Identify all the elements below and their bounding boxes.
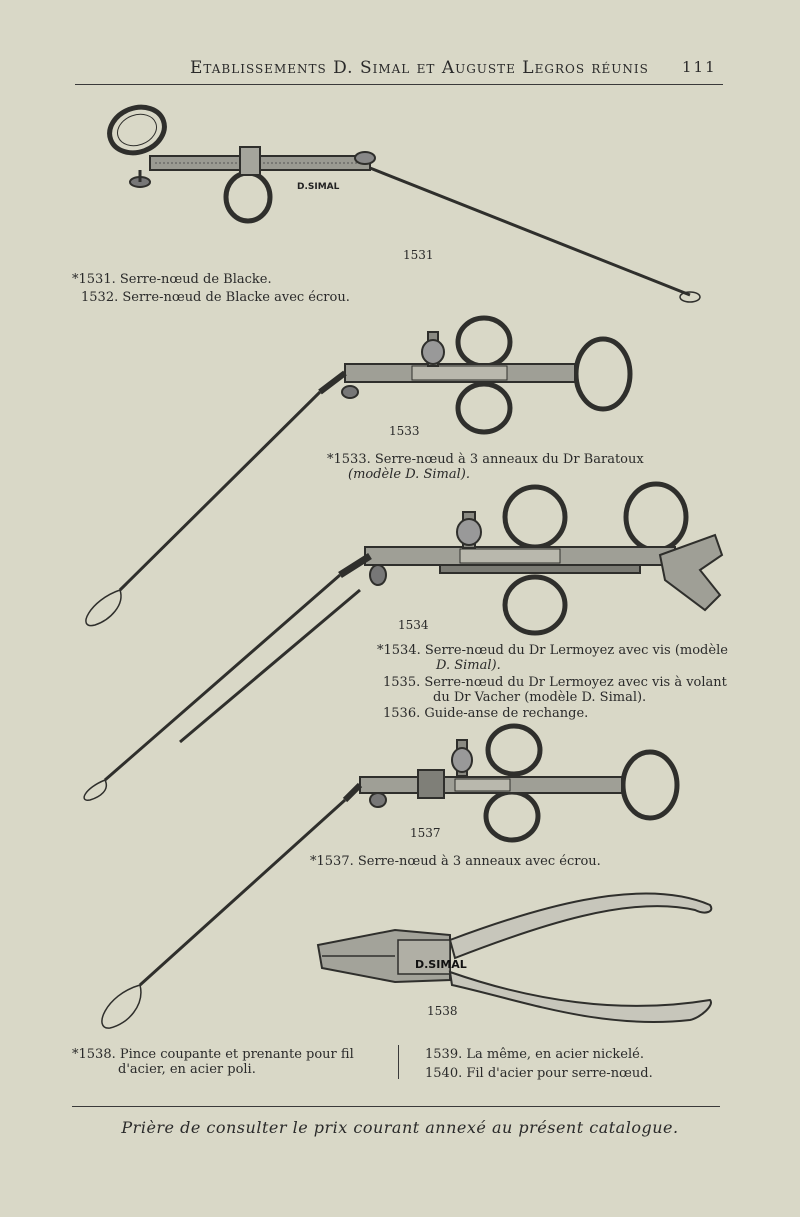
footer-rule bbox=[72, 1106, 720, 1107]
brand-stamp-1531: D.SIMAL bbox=[297, 182, 340, 192]
header-title: Etablissements D. Simal et Auguste Legros réunis bbox=[190, 58, 649, 78]
caption-1540: 1540. Fil d'acier pour serre-nœud. bbox=[425, 1066, 653, 1081]
caption-1532: 1532. Serre-nœud de Blacke avec écrou. bbox=[81, 290, 350, 305]
pliers-1538-illustration bbox=[318, 894, 711, 1022]
figure-label-1533: 1533 bbox=[389, 424, 420, 438]
caption-1536: 1536. Guide-anse de rechange. bbox=[383, 706, 589, 721]
caption-divider bbox=[398, 1045, 399, 1079]
caption-1533-line2: (modèle D. Simal). bbox=[348, 467, 470, 482]
caption-1534-line1: *1534. Serre-nœud du Dr Lermoyez avec vis (modèle bbox=[377, 643, 728, 658]
caption-1539: 1539. La même, en acier nickelé. bbox=[425, 1047, 644, 1062]
caption-1535-line1: 1535. Serre-nœud du Dr Lermoyez avec vis à volant bbox=[383, 675, 727, 690]
brand-stamp-1538: D.SIMAL bbox=[415, 958, 467, 971]
footer-note: Prière de consulter le prix courant annexé au présent catalogue. bbox=[121, 1118, 679, 1137]
figure-label-1538: 1538 bbox=[427, 1004, 458, 1018]
figure-label-1531: 1531 bbox=[403, 248, 434, 262]
caption-1534-line2: D. Simal). bbox=[436, 658, 501, 673]
caption-1538-line2: d'acier, en acier poli. bbox=[118, 1062, 256, 1077]
caption-1538-line1: *1538. Pince coupante et prenante pour fil bbox=[72, 1047, 354, 1062]
page-number: 111 bbox=[682, 58, 717, 76]
figure-label-1534: 1534 bbox=[398, 618, 429, 632]
caption-1531: *1531. Serre-nœud de Blacke. bbox=[72, 272, 272, 287]
figure-label-1537: 1537 bbox=[410, 826, 441, 840]
caption-1533-line1: *1533. Serre-nœud à 3 anneaux du Dr Baratoux bbox=[327, 452, 644, 467]
caption-1535-line2: du Dr Vacher (modèle D. Simal). bbox=[433, 690, 647, 705]
caption-1537: *1537. Serre-nœud à 3 anneaux avec écrou. bbox=[310, 854, 601, 869]
snare-1537-illustration bbox=[102, 726, 677, 1028]
